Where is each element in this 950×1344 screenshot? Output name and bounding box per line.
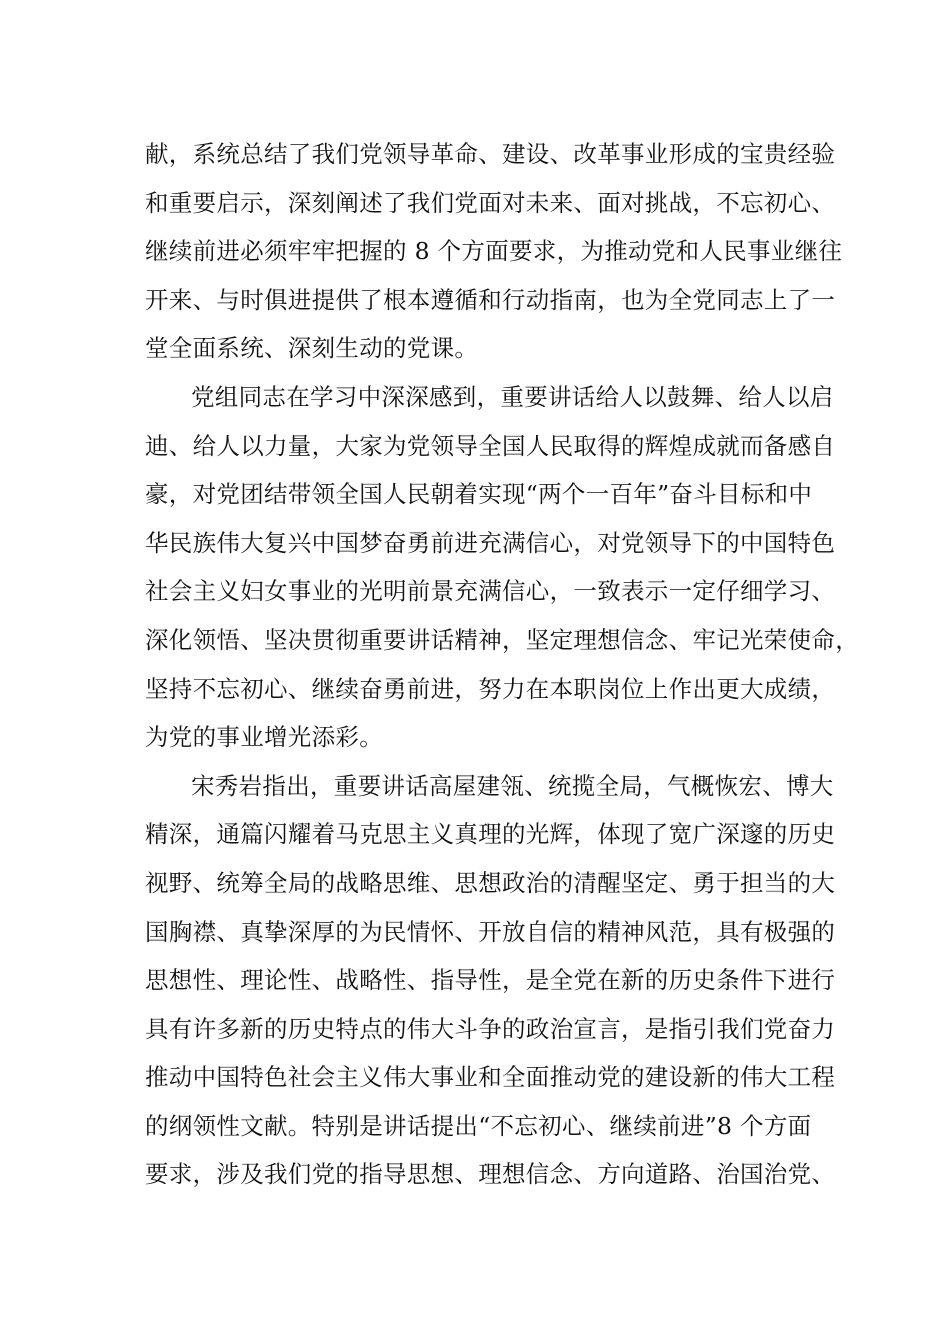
text-line: 精深，通篇闪耀着马克思主义真理的光辉，体现了宽广深邃的历史 <box>145 820 836 849</box>
text-line: 献，系统总结了我们党领导革命、建设、改革事业形成的宝贵经验 <box>145 140 836 168</box>
text-line: 堂全面系统、深刻生动的党课。 <box>145 334 479 363</box>
text-line: 坚持不忘初心、继续奋勇前进，努力在本职岗位上作出更大成绩， <box>145 674 836 703</box>
text-line: 思想性、理论性、战略性、指导性，是全党在新的历史条件下进行 <box>145 966 836 995</box>
text-line: 开来、与时俱进提供了根本遵循和行动指南，也为全党同志上了一 <box>145 285 836 314</box>
text-line: 的纲领性文献。特别是讲话提出“不忘初心、继续前进”8 个方面 <box>145 1111 812 1140</box>
text-line: 豪，对党团结带领全国人民朝着实现“两个一百年”奋斗目标和中 <box>145 480 813 509</box>
text-line: 和重要启示，深刻阐述了我们党面对未来、面对挑战，不忘初心、 <box>145 188 836 217</box>
paragraph-first-line: 宋秀岩指出，重要讲话高屋建瓴、统揽全局，气概恢宏、博大 <box>191 771 834 800</box>
text-line: 要求，涉及我们党的指导思想、理想信念、方向道路、治国治党、 <box>145 1160 836 1189</box>
text-line: 具有许多新的历史特点的伟大斗争的政治宣言，是指引我们党奋力 <box>145 1014 836 1043</box>
text-line: 视野、统筹全局的战略思维、思想政治的清醒坚定、勇于担当的大 <box>145 868 836 897</box>
text-line: 深化领悟、坚决贯彻重要讲话精神，坚定理想信念、牢记光荣使命， <box>145 625 859 654</box>
text-line: 华民族伟大复兴中国梦奋勇前进充满信心，对党领导下的中国特色 <box>145 528 836 557</box>
text-line: 社会主义妇女事业的光明前景充满信心，一致表示一定仔细学习、 <box>145 577 836 606</box>
paragraph-first-line: 党组同志在学习中深深感到，重要讲话给人以鼓舞、给人以启 <box>191 382 834 411</box>
text-line: 迪、给人以力量，大家为党领导全国人民取得的辉煌成就而备感自 <box>145 431 836 460</box>
document-body <box>145 130 859 1199</box>
text-line: 继续前进必须牢牢把握的 8 个方面要求，为推动党和人民事业继往 <box>145 237 843 266</box>
text-line: 推动中国特色社会主义伟大事业和全面推动党的建设新的伟大工程 <box>145 1063 836 1092</box>
text-line: 为党的事业增光添彩。 <box>145 723 383 752</box>
text-line: 国胸襟、真挚深厚的为民情怀、开放自信的精神风范，具有极强的 <box>145 917 836 946</box>
